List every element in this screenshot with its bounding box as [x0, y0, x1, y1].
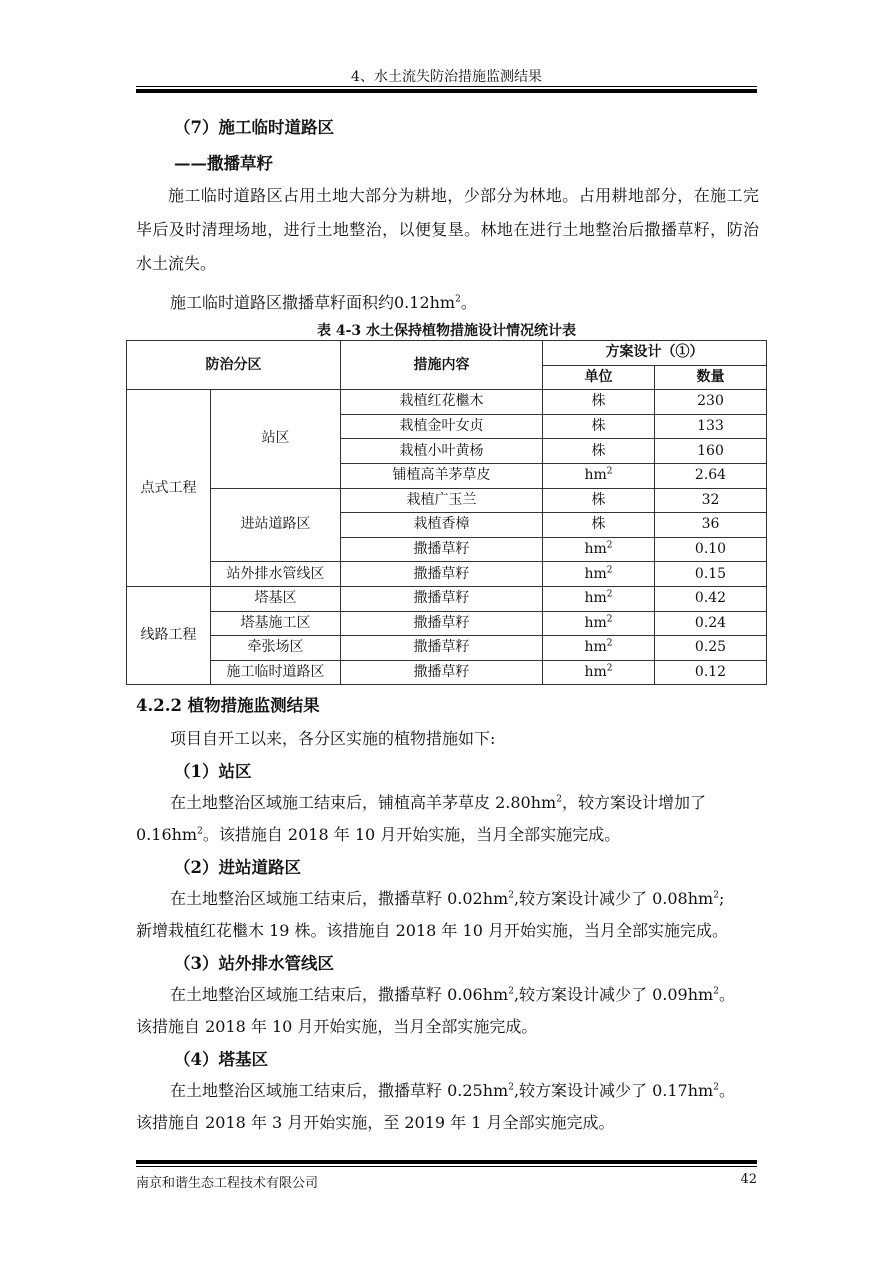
item-3-line-2: 该措施自 2018 年 10 月开始实施，当月全部实施完成。	[136, 1017, 538, 1036]
table-row	[127, 390, 767, 415]
cell-qty: 0.10	[655, 537, 767, 562]
cell-unit: 株	[543, 414, 655, 439]
running-header: 4、水土流失防治措施监测结果	[351, 69, 542, 85]
cell-unit: 株	[543, 513, 655, 538]
table-row	[127, 611, 767, 636]
cell-unit: $hm^2$	[543, 586, 655, 611]
cell-measure: 栽植金叶女贞	[341, 414, 543, 439]
header-plan: 方案设计（①）	[543, 341, 767, 366]
cell-unit: 株	[543, 390, 655, 415]
table-header-row	[127, 341, 767, 366]
footer-rule-thick	[136, 1160, 757, 1164]
subzone-temp-road: 施工临时道路区	[211, 660, 341, 685]
item-4-line-1: 在土地整治区域施工结束后，撒播草籽 $0.25hm^2$,较方案设计减少了 $0.17hm^2$。	[170, 1081, 735, 1100]
table-row	[127, 488, 767, 513]
cell-qty: 0.25	[655, 636, 767, 661]
cell-measure: 撒播草籽	[341, 562, 543, 587]
cell-unit: $hm^2$	[543, 463, 655, 488]
footer-rule-thin	[136, 1166, 757, 1167]
section-422-heading: 4.2.2 植物措施监测结果	[136, 696, 320, 715]
cell-qty: 2.64	[655, 463, 767, 488]
subzone-stringing: 牵张场区	[211, 636, 341, 661]
table-caption: 表 4-3 水土保持植物措施设计情况统计表	[316, 323, 577, 339]
table-row	[127, 562, 767, 587]
cell-qty: 0.15	[655, 562, 767, 587]
cell-measure: 栽植香樟	[341, 513, 543, 538]
subzone-drainage: 站外排水管线区	[211, 562, 341, 587]
subzone-tower: 塔基区	[211, 586, 341, 611]
cell-unit: $hm^2$	[543, 611, 655, 636]
section-7-area-line	[170, 290, 760, 313]
cell-measure: 栽植广玉兰	[341, 488, 543, 513]
cell-unit: $hm^2$	[543, 636, 655, 661]
cell-qty: 0.24	[655, 611, 767, 636]
table-row	[127, 586, 767, 611]
footer-company: 南京和谐生态工程技术有限公司	[136, 1176, 319, 1191]
section-7-heading: （7）施工临时道路区	[174, 118, 334, 137]
subzone-station: 站区	[211, 390, 341, 488]
cell-unit: 株	[543, 439, 655, 464]
header-zone: 防治分区	[127, 341, 341, 390]
header-qty: 数量	[655, 365, 767, 390]
item-1-heading: （1）站区	[174, 762, 252, 781]
cell-measure: 铺植高羊茅草皮	[341, 463, 543, 488]
cell-qty: 133	[655, 414, 767, 439]
table-row	[127, 636, 767, 661]
item-4-line-2: 该措施自 2018 年 3 月开始实施，至 2019 年 1 月全部实施完成。	[136, 1113, 615, 1132]
area-sup: 2	[455, 294, 461, 305]
cell-unit: 株	[543, 488, 655, 513]
header-unit: 单位	[543, 365, 655, 390]
cell-qty: 36	[655, 513, 767, 538]
item-2-heading: （2）进站道路区	[174, 858, 301, 877]
header-measure: 措施内容	[341, 341, 543, 390]
cell-qty: 0.12	[655, 660, 767, 685]
item-1-line-1: 在土地整治区域施工结束后，铺植高羊茅草皮 $2.80hm^2$，较方案设计增加了	[170, 793, 706, 812]
section-7-subheading: ——撒播草籽	[174, 154, 273, 173]
section-7-paragraph: 施工临时道路区占用土地大部分为耕地，少部分为林地。占用耕地部分，在施工完毕后及时清理场地，进行土地整治，以便复垦。林地在进行土地整治后撒播草籽，防治水土流失。	[136, 186, 759, 273]
table-row	[127, 660, 767, 685]
cell-qty: 230	[655, 390, 767, 415]
cell-measure: 栽植小叶黄杨	[341, 439, 543, 464]
item-3-line-1: 在土地整治区域施工结束后，撒播草籽 $0.06hm^2$,较方案设计减少了 $0.09hm^2$。	[170, 985, 735, 1004]
area-text: 施工临时道路区撒播草籽面积约0.12hm	[170, 293, 456, 312]
item-2-line-1: 在土地整治区域施工结束后，撒播草籽 $0.02hm^2$,较方案设计减少了 $0.08hm^2$;	[170, 889, 725, 908]
item-1-line-2: $0.16hm^2$。该措施自 2018 年 10 月开始实施，当月全部实施完成。	[136, 825, 621, 844]
header-rule-thick	[136, 89, 757, 93]
group-point: 点式工程	[127, 390, 211, 587]
cell-qty: 160	[655, 439, 767, 464]
cell-measure: 撒播草籽	[341, 611, 543, 636]
item-3-heading: （3）站外排水管线区	[174, 954, 334, 973]
section-422-intro: 项目自开工以来，各分区实施的植物措施如下:	[170, 729, 496, 748]
cell-unit: $hm^2$	[543, 660, 655, 685]
item-4-heading: （4）塔基区	[174, 1050, 268, 1069]
cell-measure: 撒播草籽	[341, 636, 543, 661]
cell-unit: $hm^2$	[543, 562, 655, 587]
cell-measure: 撒播草籽	[341, 660, 543, 685]
subzone-access-road: 进站道路区	[211, 488, 341, 562]
cell-measure: 撒播草籽	[341, 586, 543, 611]
cell-qty: 32	[655, 488, 767, 513]
area-end: 。	[460, 293, 477, 312]
cell-unit: $hm^2$	[543, 537, 655, 562]
item-2-line-2: 新增栽植红花檵木 19 株。该措施自 2018 年 10 月开始实施，当月全部实施完成。	[136, 921, 728, 940]
group-line: 线路工程	[127, 586, 211, 684]
cell-measure: 栽植红花檵木	[341, 390, 543, 415]
cell-qty: 0.42	[655, 586, 767, 611]
plant-measures-table	[126, 340, 767, 685]
header-rule-thin	[136, 86, 757, 87]
subzone-tower-construction: 塔基施工区	[211, 611, 341, 636]
cell-measure: 撒播草籽	[341, 537, 543, 562]
page-number: 42	[740, 1172, 757, 1187]
